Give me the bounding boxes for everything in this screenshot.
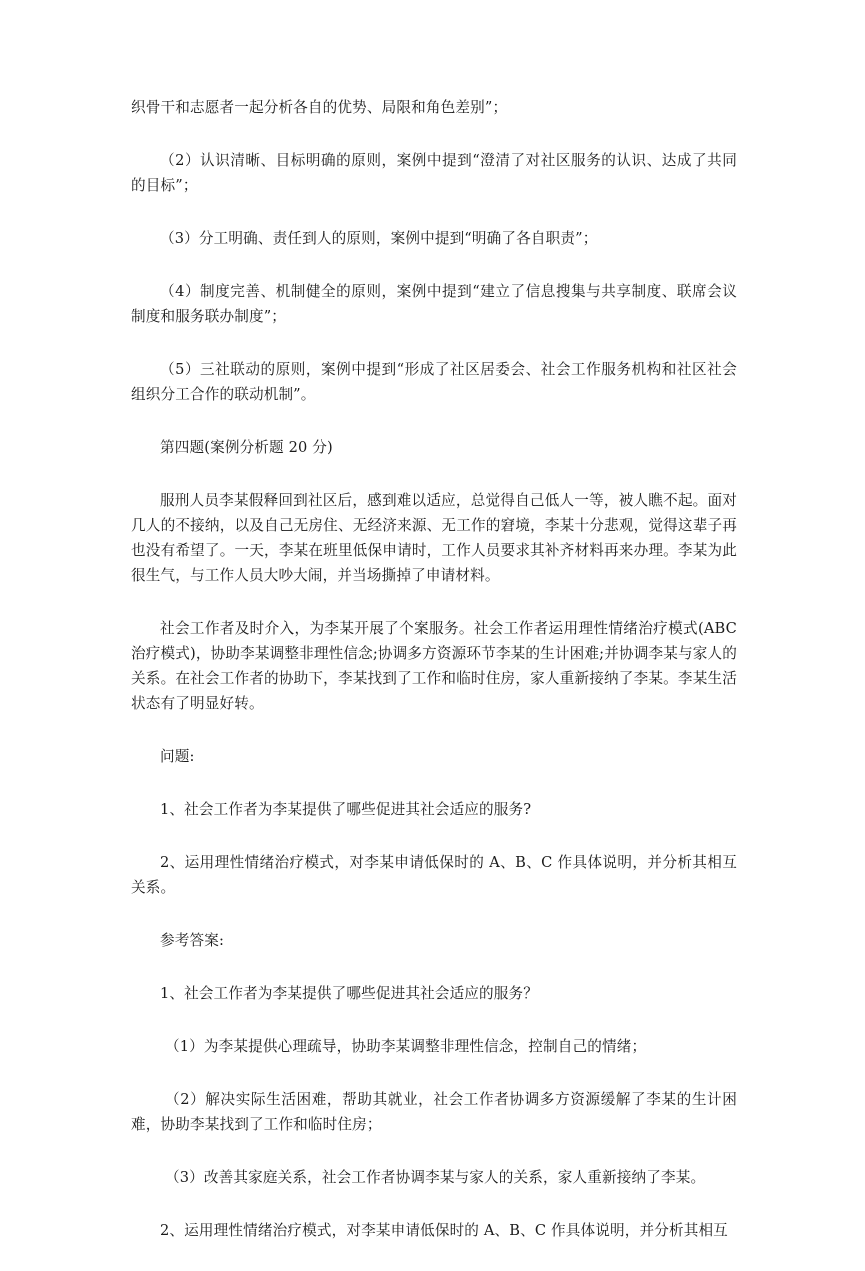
paragraph-principle-5: （5）三社联动的原则，案例中提到“形成了社区居委会、社会工作服务机构和社区社会组织分工合作的联动机制”。 [131, 361, 737, 403]
answer-1-item-3: （3）改善其家庭关系，社会工作者协调李某与家人的关系，家人重新接纳了李某。 [165, 1169, 706, 1186]
answer-1-item-2: （2）解决实际生活困难，帮助其就业，社会工作者协调多方资源缓解了李某的生计困难，协助李某找到了工作和临时住房； [131, 1091, 737, 1133]
answer-2-heading: 2、运用理性情绪治疗模式，对李某申请低保时的 A、B、C 作具体说明，并分析其相互 [160, 1222, 728, 1239]
answer-1-heading: 1、社会工作者为李某提供了哪些促进其社会适应的服务？ [160, 985, 539, 1002]
paragraph-principle-4: （4）制度完善、机制健全的原则，案例中提到“建立了信息搜集与共享制度、联席会议制度和服务联办制度”； [131, 283, 737, 325]
question-2: 2、运用理性情绪治疗模式，对李某申请低保时的 A、B、C 作具体说明，并分析其相互关系。 [131, 854, 737, 896]
answer-label: 参考答案: [160, 932, 225, 949]
answer-1-item-1: （1）为李某提供心理疏导，协助李某调整非理性信念，控制自己的情绪； [165, 1038, 647, 1055]
case-paragraph-1: 服刑人员李某假释回到社区后，感到难以适应，总觉得自己低人一等，被人瞧不起。面对几人的不接纳，以及自己无房住、无经济来源、无工作的窘境，李某十分悲观，觉得这辈子再也没有希望了。一天，李某在班里低保申请时，工作人员要求其补齐材料再来办理。李某为此很生气，与工作人员大吵大闹，并当场撕掉了申请材料。 [131, 492, 737, 584]
case-paragraph-2: 社会工作者及时介入，为李某开展了个案服务。社会工作者运用理性情绪治疗模式(ABC 治疗模式)，协助李某调整非理性信念;协调多方资源环节李某的生计困难;并协调李某与家人的关系。在社会工作者的协助下，李某找到了工作和临时住房，家人重新接纳了李某。李某生活状态有了明显好转。 [131, 620, 737, 712]
paragraph-continuation: 织骨干和志愿者一起分析各自的优势、局限和角色差别”； [131, 99, 508, 116]
paragraph-principle-3: （3）分工明确、责任到人的原则，案例中提到“明确了各自职责”； [160, 230, 598, 247]
questions-label: 问题: [160, 748, 195, 765]
question-1: 1、社会工作者为李某提供了哪些促进其社会适应的服务? [160, 801, 532, 818]
paragraph-principle-2: （2）认识清晰、目标明确的原则，案例中提到“澄清了对社区服务的认识、达成了共同的目标”； [131, 152, 737, 194]
question-4-heading: 第四题(案例分析题 20 分) [160, 439, 333, 456]
document-body [131, 95, 737, 1271]
